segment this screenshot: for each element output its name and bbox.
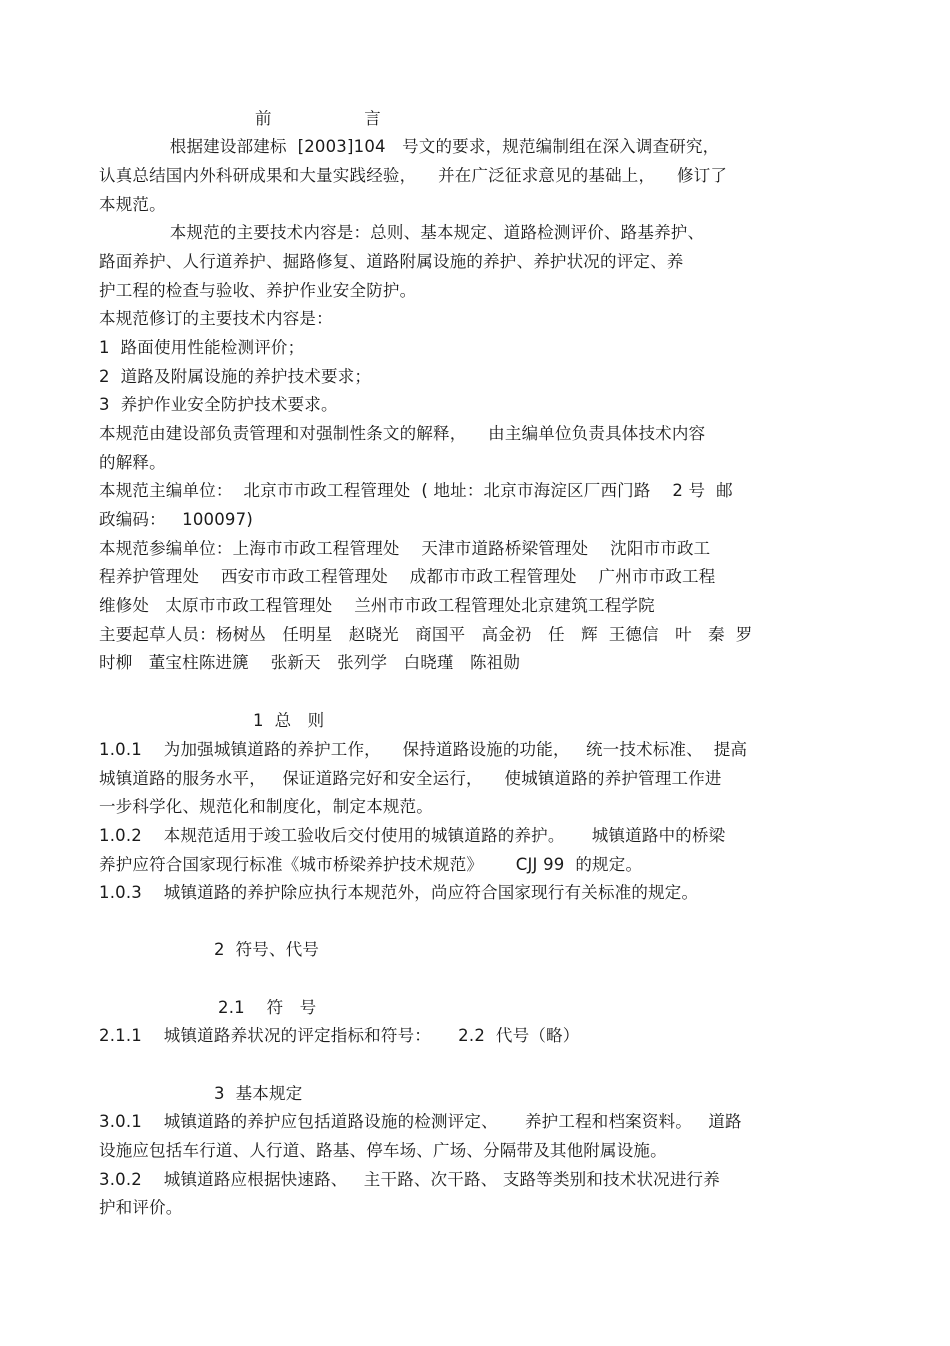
chapter-1-line-1: 1.0.1 为加强城镇道路的养护工作， 保持道路设施的功能， 统一技术标准、 提高 (99, 740, 748, 759)
chapter-2-line-1: 2.1.1 城镇道路养状况的评定指标和符号： 2.2 代号（略） (99, 1026, 580, 1045)
foreword-line-10: 3 养护作业安全防护技术要求。 (99, 395, 338, 414)
foreword-line-13: 本规范主编单位： 北京市市政工程管理处 ( 地址：北京市海淀区厂西门路 2 号 邮 (99, 481, 733, 500)
chapter-2-heading: 2 符号、代号 (214, 940, 320, 959)
chapter-3-heading: 3 基本规定 (214, 1084, 303, 1103)
chapter-1-line-3: 一步科学化、规范化和制度化，制定本规范。 (99, 797, 433, 816)
foreword-line-7: 本规范修订的主要技术内容是： (99, 309, 333, 328)
chapter-1-line-2: 城镇道路的服务水平， 保证道路完好和安全运行， 使城镇道路的养护管理工作进 (99, 769, 722, 788)
foreword-line-1: 根据建设部建标 [2003]104 号文的要求，规范编制组在深入调查研究， (99, 137, 720, 156)
foreword-line-9: 2 道路及附属设施的养护技术要求； (99, 367, 372, 386)
foreword-line-19: 时柳 董宝柱陈进篪 张新天 张列学 白晓瑾 陈祖勋 (99, 653, 521, 672)
chapter-3-line-2: 设施应包括车行道、人行道、路基、停车场、广场、分隔带及其他附属设施。 (99, 1141, 667, 1160)
foreword-line-2: 认真总结国内外科研成果和大量实践经验， 并在广泛征求意见的基础上， 修订了 (99, 166, 728, 185)
foreword-line-4: 本规范的主要技术内容是：总则、基本规定、道路检测评价、路基养护、 (99, 223, 705, 242)
foreword-line-17: 维修处 太原市市政工程管理处 兰州市市政工程管理处北京建筑工程学院 (99, 596, 655, 615)
section-2-1-heading: 2.1 符 号 (218, 998, 317, 1017)
chapter-1-line-6: 1.0.3 城镇道路的养护除应执行本规范外，尚应符合国家现行有关标准的规定。 (99, 883, 699, 902)
foreword-line-16: 程养护管理处 西安市市政工程管理处 成都市市政工程管理处 广州市市政工程 (99, 567, 716, 586)
foreword-line-3: 本规范。 (99, 195, 166, 214)
chapter-3-line-1: 3.0.1 城镇道路的养护应包括道路设施的检测评定、 养护工程和档案资料。 道路 (99, 1112, 742, 1131)
chapter-3-line-4: 护和评价。 (99, 1198, 183, 1217)
foreword-line-6: 护工程的检查与验收、养护作业安全防护。 (99, 281, 417, 300)
chapter-3-line-3: 3.0.2 城镇道路应根据快速路、 主干路、次干路、 支路等类别和技术状况进行养 (99, 1170, 720, 1189)
foreword-line-14: 政编码： 100097) (99, 510, 253, 529)
foreword-line-5: 路面养护、人行道养护、掘路修复、道路附属设施的养护、养护状况的评定、养 (99, 252, 684, 271)
foreword-line-18: 主要起草人员：杨树丛 任明星 赵晓光 商国平 高金礽 任 辉 王德信 叶 秦 罗 (99, 625, 753, 644)
foreword-line-11: 本规范由建设部负责管理和对强制性条文的解释， 由主编单位负责具体技术内容 (99, 424, 706, 443)
chapter-1-line-5: 养护应符合国家现行标准《城市桥梁养护技术规范》 CJJ 99 的规定。 (99, 855, 643, 874)
chapter-1-heading: 1 总 则 (253, 711, 325, 730)
foreword-line-12: 的解释。 (99, 453, 166, 472)
foreword-title: 前 言 (255, 109, 381, 128)
chapter-1-line-4: 1.0.2 本规范适用于竣工验收后交付使用的城镇道路的养护。 城镇道路中的桥梁 (99, 826, 726, 845)
foreword-line-15: 本规范参编单位：上海市市政工程管理处 天津市道路桥梁管理处 沈阳市市政工 (99, 539, 711, 558)
foreword-line-8: 1 路面使用性能检测评价； (99, 338, 305, 357)
